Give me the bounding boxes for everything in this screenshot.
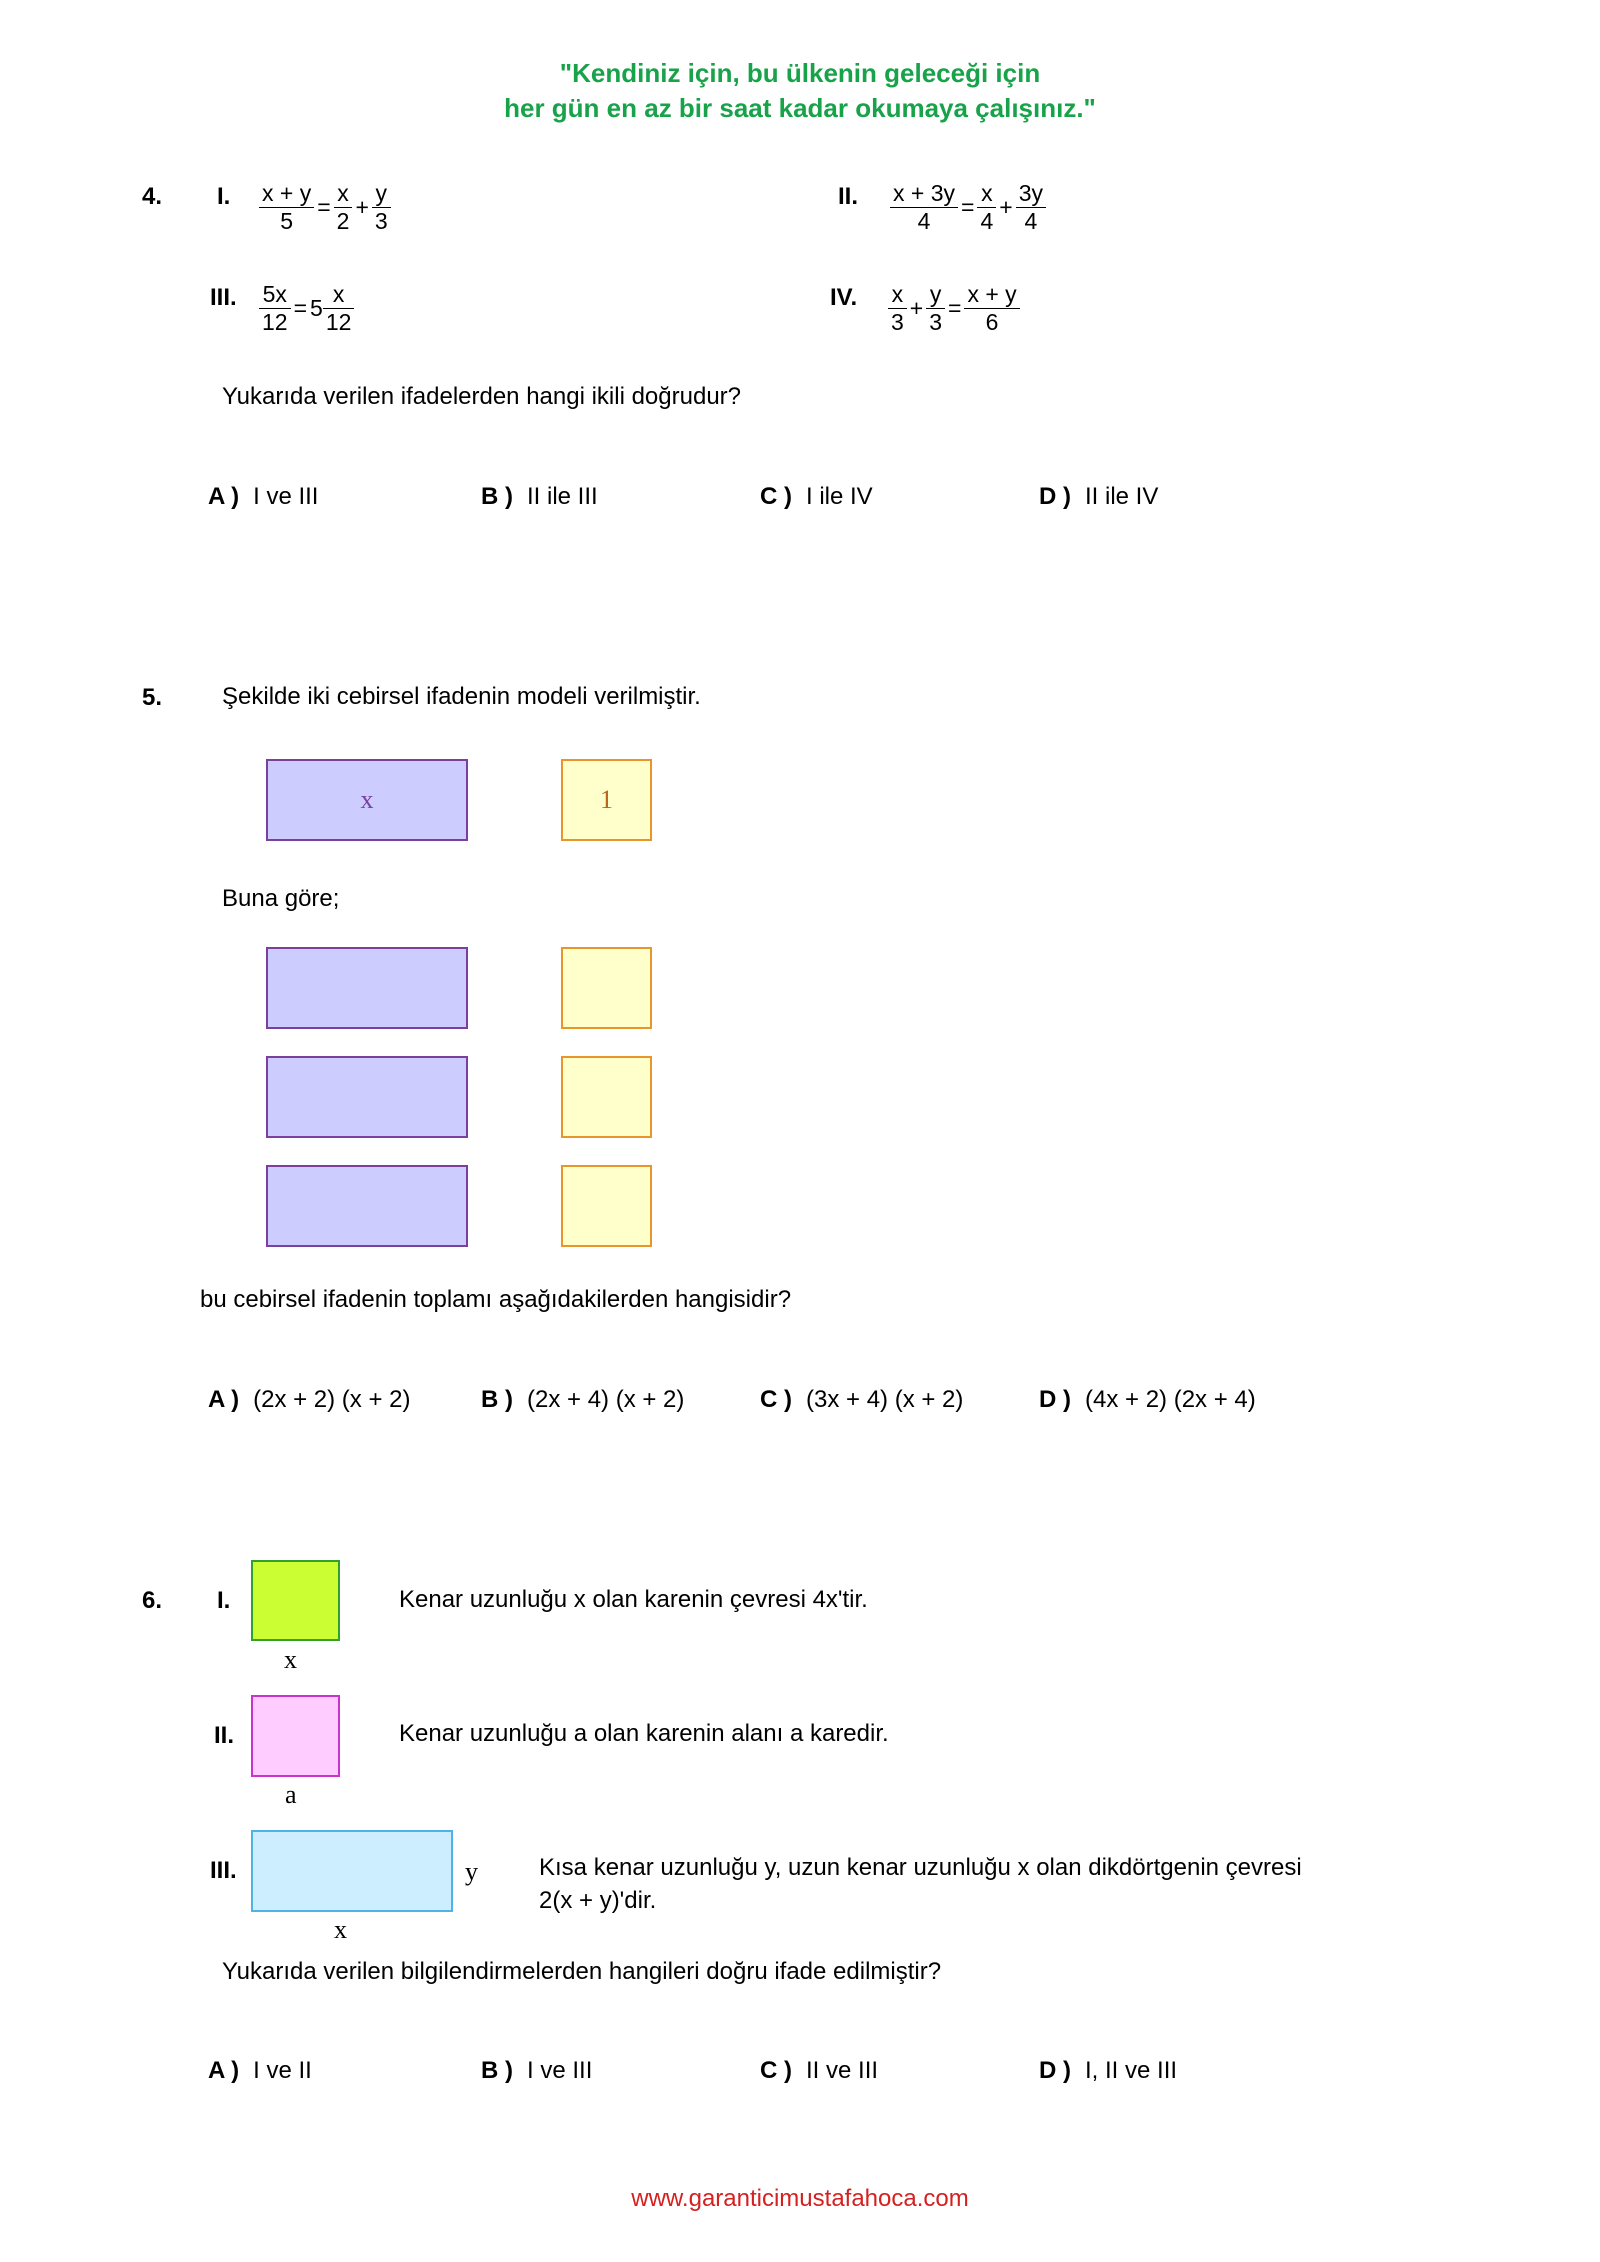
model-tile-x-3 [266, 1165, 468, 1247]
q6-item-1-roman: I. [217, 1587, 231, 1614]
q5-option-d[interactable]: D ) (4x + 2) (2x + 4) [1039, 1386, 1256, 1413]
motivational-quote [0, 56, 1600, 126]
q6-item-3-roman: III. [210, 1857, 237, 1884]
pink-square [251, 1695, 340, 1777]
q6-item-2-text: Kenar uzunluğu a olan karenin alanı a karedir. [399, 1720, 889, 1747]
question-5-number: 5. [142, 684, 163, 711]
q5-option-a[interactable]: A ) (2x + 2) (x + 2) [208, 1386, 411, 1413]
model-tile-x-2 [266, 1056, 468, 1138]
green-square [251, 1560, 340, 1641]
q5-intro: Şekilde iki cebirsel ifadenin modeli verilmiştir. [222, 683, 701, 710]
q4-option-d[interactable]: D ) II ile IV [1039, 483, 1159, 510]
footer-website-link[interactable]: www.garanticimustafahoca.com [631, 2185, 969, 2212]
model-tile-1-3 [561, 1165, 652, 1247]
q4-option-a[interactable]: A ) I ve III [208, 483, 319, 510]
model-tile-1-1 [561, 947, 652, 1029]
blue-rectangle-short-side-label: y [465, 1857, 478, 1886]
model-tile-x-1 [266, 947, 468, 1029]
pink-square-side-label: a [285, 1780, 297, 1809]
quote-line-2: her gün en az bir saat kadar okumaya çalışınız." [504, 93, 1096, 123]
blue-rectangle-long-side-label: x [334, 1915, 347, 1944]
q5-buna-gore: Buna göre; [222, 885, 340, 912]
q4-formula-1: $\frac{x + y}{5}$ = $\frac{x}{2}$ + $\frac{y}{3}$ [259, 180, 391, 235]
q6-option-c[interactable]: C ) II ve III [760, 2057, 879, 2084]
algebra-tile-x: x [266, 759, 468, 841]
q6-question: Yukarıda verilen bilgilendirmelerden hangileri doğru ifade edilmiştir? [222, 1958, 942, 1985]
q4-question: Yukarıda verilen ifadelerden hangi ikili doğrudur? [222, 383, 741, 410]
q6-option-d[interactable]: D ) I, II ve III [1039, 2057, 1178, 2084]
q6-option-a[interactable]: A ) I ve II [208, 2057, 312, 2084]
q4-item-2-roman: II. [838, 183, 859, 210]
q4-item-1-roman: I. [217, 183, 231, 210]
q4-item-4-roman: IV. [830, 284, 858, 311]
q5-question: bu cebirsel ifadenin toplamı aşağıdakilerden hangisidir? [200, 1286, 792, 1313]
blue-rectangle [251, 1830, 453, 1912]
q6-item-3-text: Kısa kenar uzunluğu y, uzun kenar uzunluğu x olan dikdörtgenin çevresi 2(x + y)'dir. [539, 1854, 1302, 1914]
model-tile-1-2 [561, 1056, 652, 1138]
q6-item-2-roman: II. [214, 1722, 235, 1749]
question-6-number: 6. [142, 1587, 163, 1614]
green-square-side-label: x [284, 1645, 297, 1674]
q6-item-1-text: Kenar uzunluğu x olan karenin çevresi 4x'tir. [399, 1586, 868, 1613]
q6-option-b[interactable]: B ) I ve III [481, 2057, 593, 2084]
question-4-number: 4. [142, 183, 163, 210]
algebra-tile-1: 1 [561, 759, 652, 841]
quote-line-1: "Kendiniz için, bu ülkenin geleceği için [559, 58, 1041, 88]
q4-formula-3: $\frac{5x}{12}$ = 5 $\frac{x}{12}$ [259, 281, 354, 336]
q4-formula-4: $\frac{x}{3}$ + $\frac{y}{3}$ = $\frac{x + y}{6}$ [888, 281, 1020, 336]
q5-option-b[interactable]: B ) (2x + 4) (x + 2) [481, 1386, 685, 1413]
q4-formula-2: $\frac{x + 3y}{4}$ = $\frac{x}{4}$ + $\frac{3y}{4}$ [890, 180, 1046, 235]
q4-option-c[interactable]: C ) I ile IV [760, 483, 873, 510]
q4-option-b[interactable]: B ) II ile III [481, 483, 598, 510]
q5-option-c[interactable]: C ) (3x + 4) (x + 2) [760, 1386, 964, 1413]
q4-item-3-roman: III. [210, 284, 237, 311]
